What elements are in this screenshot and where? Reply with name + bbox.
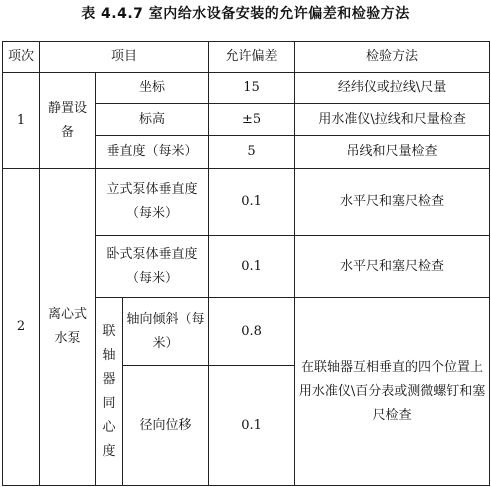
group2-tolerance-vertical-pump: 0.1 (209, 169, 295, 236)
header-tolerance: 允许偏差 (209, 42, 295, 73)
group2-item-horizontal-pump: 卧式泵体垂直度（每米） (96, 236, 209, 298)
group1-category: 静置设备 (40, 73, 96, 169)
group1-item-coordinate: 坐标 (96, 73, 209, 104)
coupling-label: 联轴器同心度 (96, 298, 123, 486)
group2-method-horizontal-pump: 水平尺和塞尺检查 (295, 236, 490, 298)
group1-seq: 1 (3, 73, 40, 169)
header-method: 检验方法 (295, 42, 490, 73)
table-row (3, 169, 490, 236)
group1-item-elevation: 标高 (96, 104, 209, 136)
table-title: 表 4.4.7 室内给水设备安装的允许偏差和检验方法 (81, 6, 410, 22)
header-item: 项目 (40, 42, 209, 73)
coupling-item-radial: 径向位移 (123, 366, 209, 486)
coupling-tolerance-radial: 0.1 (209, 366, 295, 486)
group1-tolerance-elevation: ±5 (209, 104, 295, 136)
group2-method-vertical-pump: 水平尺和塞尺检查 (295, 169, 490, 236)
coupling-tolerance-axial: 0.8 (209, 298, 295, 366)
group1-item-verticality: 垂直度（每米） (96, 136, 209, 169)
group1-method-elevation: 用水准仪\拉线和尺量检查 (295, 104, 490, 136)
group1-tolerance-verticality: 5 (209, 136, 295, 169)
coupling-item-axial: 轴向倾斜（每米） (123, 298, 209, 366)
group2-item-vertical-pump: 立式泵体垂直度（每米） (96, 169, 209, 236)
group2-category: 离心式水泵 (40, 169, 96, 486)
group1-method-verticality: 吊线和尺量检查 (295, 136, 490, 169)
header-seq: 项次 (3, 42, 40, 73)
tolerance-table (2, 41, 490, 486)
header-row (3, 42, 490, 73)
table-row (3, 73, 490, 104)
group1-tolerance-coordinate: 15 (209, 73, 295, 104)
group2-seq: 2 (3, 169, 40, 486)
coupling-method: 在联轴器互相垂直的四个位置上用水准仪\百分表或测微螺钉和塞尺检查 (295, 298, 490, 486)
group2-tolerance-horizontal-pump: 0.1 (209, 236, 295, 298)
group1-method-coordinate: 经纬仪或拉线\尺量 (295, 73, 490, 104)
